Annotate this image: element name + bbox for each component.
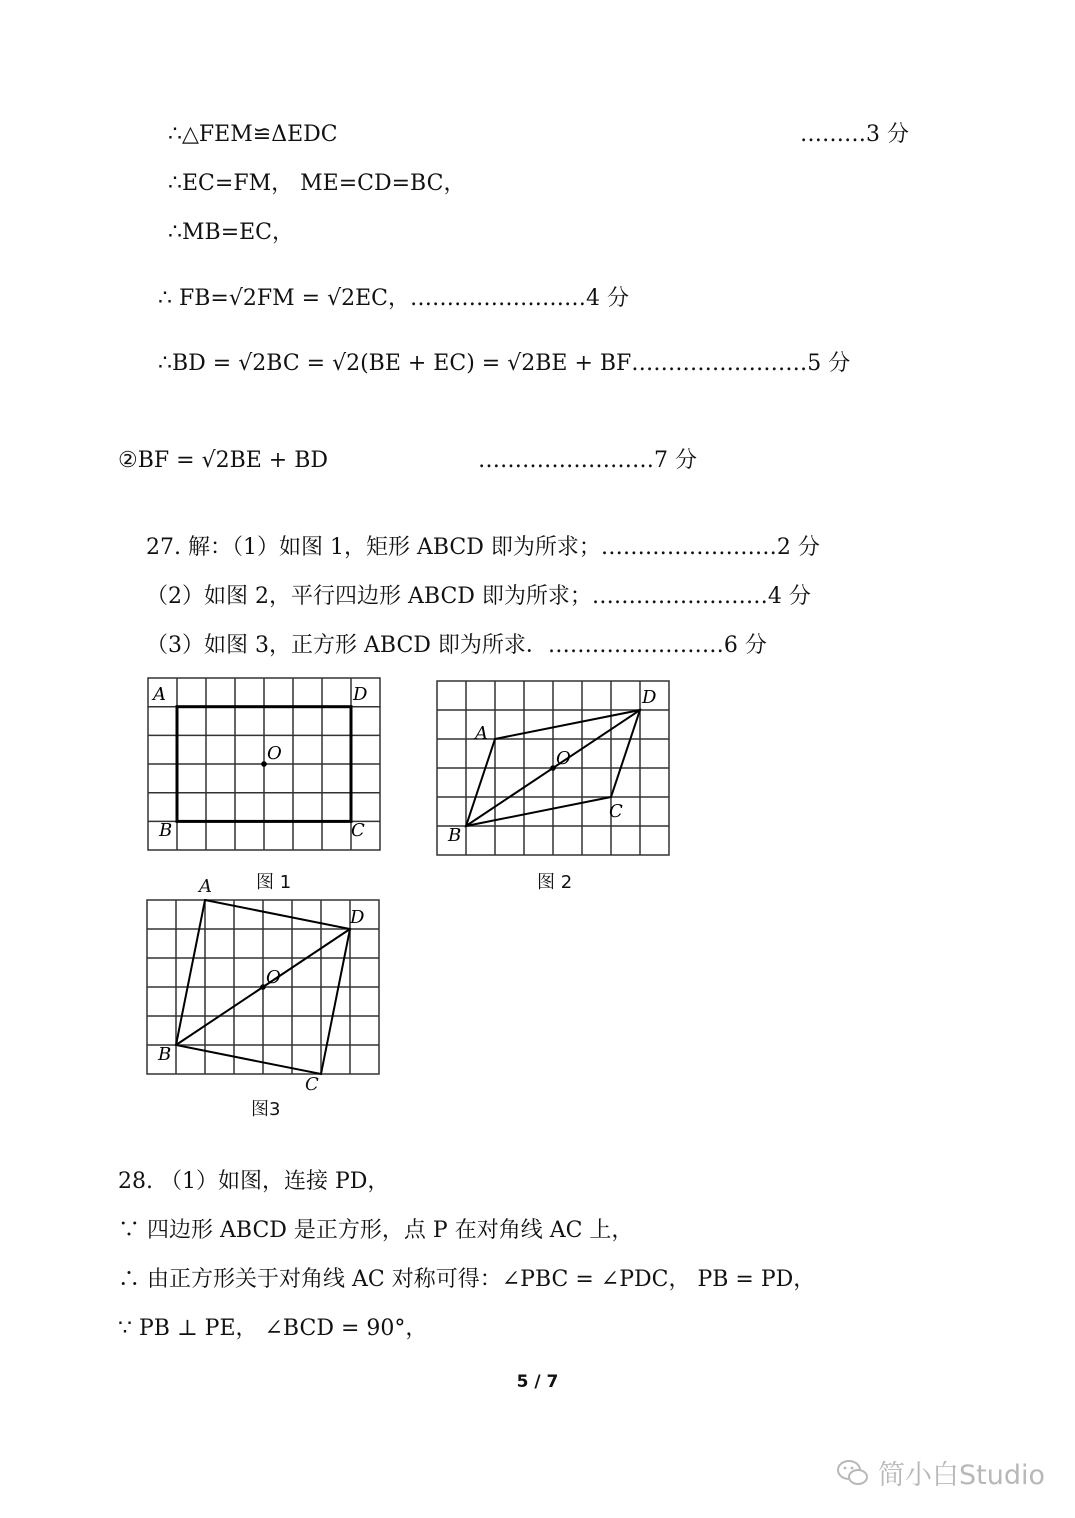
label-d: D	[642, 687, 657, 708]
q28-line-2: ∵ 四边形 ABCD 是正方形，点 P 在对角线 AC 上，	[118, 1218, 634, 1243]
page-number: 5 / 7	[516, 1372, 559, 1392]
label-d: D	[350, 907, 365, 928]
center-point-o	[550, 765, 556, 771]
proof-line-3: ∴MB=EC，	[168, 220, 295, 245]
watermark-text: 简小白Studio	[878, 1460, 1045, 1491]
proof-line-1: ∴△FEM≌ΔEDC	[168, 122, 338, 147]
proof-line-2: ∴EC=FM， ME=CD=BC，	[168, 171, 466, 196]
label-c: C	[351, 820, 365, 841]
figure-3-caption: 图3	[251, 1099, 281, 1120]
label-d: D	[353, 684, 368, 705]
proof-line-6: ②BF = √2BE + BD	[118, 448, 329, 473]
q27-part3: （3）如图 3，正方形 ABCD 即为所求．……………………6 分	[146, 633, 767, 658]
label-o: O	[556, 748, 571, 769]
score-3: ………3 分	[800, 122, 909, 147]
label-b: B	[448, 825, 462, 846]
figure-3-label-c: C	[305, 1074, 319, 1095]
q28-line-4: ∵ PB ⊥ PE， ∠BCD = 90°，	[118, 1316, 428, 1341]
figure-3-grid	[145, 898, 381, 1078]
label-a: A	[153, 684, 166, 705]
proof-line-4: ∴ FB=√2FM = √2EC，……………………4 分	[158, 286, 629, 311]
q28-line-3: ∴ 由正方形关于对角线 AC 对称可得：∠PBC = ∠PDC， PB = PD，	[118, 1267, 816, 1292]
label-o: O	[267, 743, 282, 764]
center-point-o	[260, 984, 266, 990]
label-b: B	[158, 1044, 172, 1065]
figure-1-caption: 图 1	[256, 872, 292, 893]
figure-2-caption: 图 2	[537, 872, 573, 893]
score-7: ……………………7 分	[478, 448, 697, 473]
label-a: A	[475, 723, 488, 744]
q27-part1: 27. 解：（1）如图 1，矩形 ABCD 即为所求；……………………2 分	[146, 535, 820, 560]
watermark	[836, 1453, 1045, 1492]
q28-line-1: 28. （1）如图，连接 PD，	[118, 1169, 390, 1194]
figure-3-label-a: A	[199, 876, 212, 897]
center-point-o	[261, 761, 267, 767]
proof-line-5: ∴BD = √2BC = √2(BE + EC) = √2BE + BF……………………5 分	[158, 351, 851, 376]
label-o: O	[266, 967, 281, 988]
wechat-icon	[836, 1458, 870, 1488]
label-b: B	[159, 820, 173, 841]
figure-2-grid	[435, 679, 671, 857]
q27-part2: （2）如图 2，平行四边形 ABCD 即为所求；……………………4 分	[146, 584, 811, 609]
figure-1-grid	[146, 676, 382, 854]
label-c: C	[609, 801, 623, 822]
